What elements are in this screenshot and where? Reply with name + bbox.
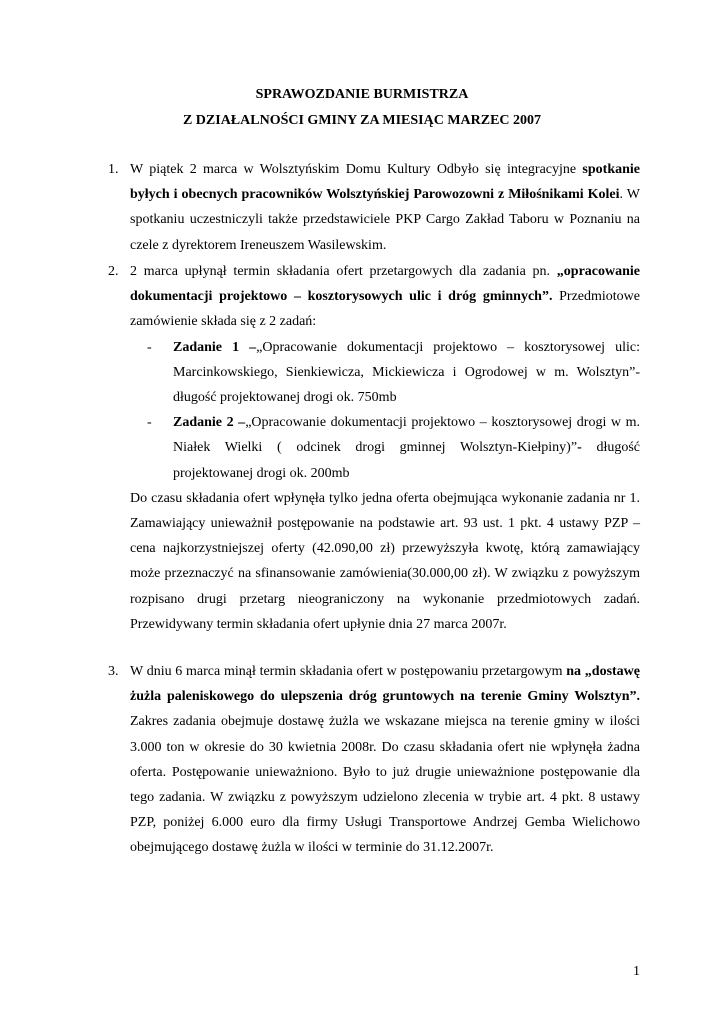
item-text-part: W dniu 6 marca minął termin składania ofert w postępowaniu przetargowym (130, 664, 567, 679)
sub-item-bold: Zadanie 1 – (173, 339, 257, 355)
item-text-part: Przedmiotowe zamówienie składa się z 2 zadań: (130, 289, 641, 330)
item-text-part: Zakres zadania obejmuje dostawę żużla we wskazane miejsca na terenie gminy w ilości 3.000 ton w okresie do 30 kwietnia 2008r. Do czasu składania ofert nie wpłynęła żadna oferta. Postępowanie unieważniono. Było to już drugie unieważnione postępowanie dla tego zadania. W związku z powyższym udzielono zlecenia w trybie art. 4 pkt. 8 ustawy PZP, poniżej 6.000 euro dla firmy Usługi Transportowe Andrzej Gemba Wielichowo obejmującego dostawę żużla w ilości w terminie do 31.12.2007r. (130, 714, 640, 856)
list-item-number: 3. (108, 664, 119, 679)
report-title-line-1: SPRAWOZDANIE BURMISTRZA (255, 87, 469, 102)
list-item-number: 2. (108, 264, 119, 279)
item-bold-text: spotkanie byłych i obecnych pracowników Wolsztyńskiej Parowozowni z Miłośnikami Kolei (130, 162, 640, 203)
list-item-1 (108, 157, 640, 258)
sub-item-task-2 (130, 410, 640, 486)
sub-item-bold: Zadanie 2 – (173, 415, 246, 431)
item-text-part: . W spotkaniu uczestniczyli także przedstawiciele PKP Cargo Zakład Taboru w Poznaniu na czele z dyrektorem Ireneuszem Wasilewskim. (130, 187, 640, 253)
list-item-number: 1. (108, 162, 119, 177)
sub-item-text-tail: długość projektowanej drogi ok. 200mb (173, 440, 640, 481)
dash-bullet: - (147, 415, 152, 431)
sub-item-task-1 (130, 335, 640, 411)
list-item-3 (108, 659, 640, 861)
dash-bullet: - (147, 339, 152, 355)
list-item-2 (108, 259, 640, 637)
list-item-text (130, 157, 640, 258)
item-2-paragraph: Do czasu składania ofert wpłynęła tylko jedna oferta obejmująca wykonanie zadania nr 1. Zamawiający unieważnił postępowanie na podstawie art. 93 ust. 1 pkt. 4 ustawy PZP – cena najkorzystniejszej oferty (42.090,00 zł) przewyższyła kwotę, którą zamawiający może przeznaczyć na sfinansowanie zamówienia(30.000,00 zł). W związku z powyższym rozpisano drugi przetarg nieograniczony na wykonanie przedmiotowych zadań. Przewidywany termin składania ofert upłynie dnia 27 marca 2007r. (130, 490, 640, 632)
item-bold-text: na „dostawę żużla paleniskowego do ulepszenia dróg gruntowych na terenie Gminy Wolsztyn”. (130, 664, 641, 705)
report-title-line-2: Z DZIAŁALNOŚCI GMINY ZA MIESIĄC MARZEC 2007 (182, 113, 542, 128)
sub-item-text: „Opracowanie dokumentacji projektowo – kosztorysowej drogi w m. Niałek Wielki ( odcinek drogi gminnej Wolsztyn-Kiełpiny)” (173, 415, 640, 456)
sub-item-bold-tail: - (577, 440, 582, 456)
list-item-text (130, 259, 640, 335)
item-text-part: W piątek 2 marca w Wolsztyńskim Domu Kultury Odbyło się integracyjne (130, 162, 583, 177)
item-bold-text: „opracowanie dokumentacji projektowo – kosztorysowych ulic i dróg gminnych”. (130, 264, 640, 305)
sub-item-text: „Opracowanie dokumentacji projektowo – kosztorysowej ulic: Marcinkowskiego, Sienkiewicza, Mickiewicza i Ogrodowej w m. Wolsztyn”- długość projektowanej drogi ok. 750mb (173, 339, 640, 406)
item-text-part: 2 marca upłynął termin składania ofert przetargowych dla zadania pn. (130, 264, 557, 279)
list-item-text (130, 659, 640, 861)
page-number: 1 (633, 964, 640, 979)
